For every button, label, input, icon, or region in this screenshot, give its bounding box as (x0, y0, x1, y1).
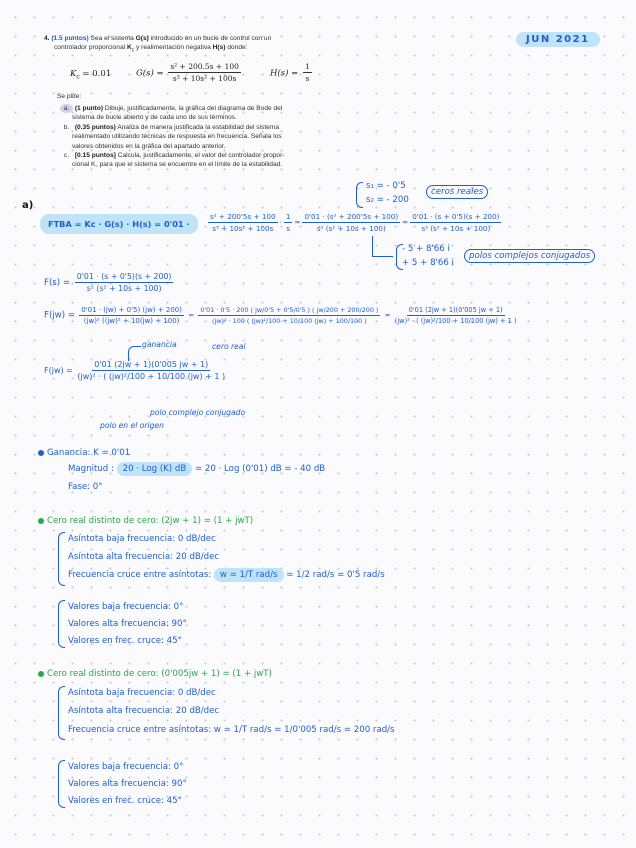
kc-value: = 0.01 (79, 69, 112, 79)
zero1-l3-highlight: w = 1/T rad/s (214, 568, 284, 582)
problem-line-2: controlador proporcional $K_c$ y realimentación negativa H(s) donde: (54, 44, 248, 54)
fjw-f2 (198, 306, 380, 325)
zero1-brace (58, 532, 65, 586)
roots-real-label: ceros reales (426, 185, 488, 199)
gs-fraction (168, 62, 241, 84)
zero2-value2: Valores alta frecuencia: 90° (68, 779, 187, 789)
hs-lhs: H(s) = (270, 68, 299, 79)
item-b-text3: valores obtenidos en la gráfica del apartado anterior. (72, 142, 226, 150)
gain-mag-highlight: 20 · Log (K) dB (117, 462, 193, 476)
exam-date-text: JUN 2021 (526, 34, 590, 45)
item-a-points: (1 punto) (74, 105, 104, 112)
zero1-value1: Valores baja frecuencia: 0° (68, 602, 184, 612)
exam-date-tag (516, 32, 600, 47)
item-b-text: Analiza de manera justificada la estabilidad del sistema (115, 123, 279, 131)
fjw-f3 (395, 306, 517, 325)
gs-denominator: s³ + 10s² + 100s (172, 74, 237, 84)
ftba-f3-num: 0'01 · (s² + 200'5s + 100) (304, 212, 399, 221)
item-c-text: Calcula, justificadamente, el valor del controlador propor- (115, 152, 285, 160)
problem-line-1 (44, 34, 334, 43)
problem-number: 4. (44, 35, 50, 42)
fjw4-equation (44, 360, 227, 381)
gs-lhs: G(s) = (136, 68, 164, 79)
fjw-eq-1: = (188, 311, 195, 320)
ftba-f3 (302, 212, 400, 233)
problem-intro-b: introducido en un bucle de control con un (148, 35, 272, 42)
fjw4-den: (jw)² · ( (jw)²/100 + 10/100 (jw) + 1 ) (77, 372, 226, 381)
ftba-fractions: $\frac{\text{s² + 200'5s + 100}}{\text{s³ + 10s² + 100s}}$ · $\frac{1}{s}$ = $\frac{\text{0'01 · (s² + 200'5s + 100)}}{\text{s² (s² + 10s + 100)}}$ = $\frac{0'01 \cdot (s + 0'5)(s + 200)}{\text{s² (s² + 10s + 100)}}$ (210, 212, 500, 233)
fjw-f1-den: (jw)² ((jw)² + 10(jw) + 100) (83, 317, 180, 325)
ftba-f2-den: s (286, 224, 290, 233)
fjw-f2-den: (jw)² · 100 ( (jw)²/100 + 10/100 (jw) + 100/100 ) (212, 317, 367, 325)
fjw-eq-2: = (384, 311, 391, 320)
zero2-line2: Asíntota alta frecuencia: 20 dB/dec (68, 706, 220, 716)
fs-lhs: F(s) = (44, 278, 71, 288)
ftba-f3-den: s² (s² + 10s + 100) (316, 224, 386, 233)
gain-bullet (38, 450, 44, 456)
ftba-label: FTBA = Kc · G(s) · H(s) = 0'01 · (40, 214, 198, 234)
fjw4-lhs: F(jw) = (44, 366, 73, 375)
item-a (60, 104, 340, 113)
fs-num: 0'01 · (s + 0'5)(s + 200) (76, 272, 172, 281)
hs-fraction (303, 62, 312, 84)
fs-equation (44, 272, 175, 293)
gain-magnitude (68, 464, 325, 474)
ftba-f2 (284, 212, 293, 233)
problem-intro2-a: controlador proporcional (54, 44, 127, 52)
fs-den: s² (s² + 10s + 100) (86, 284, 162, 293)
problem-intro2-c: donde: (225, 44, 248, 52)
problem-points: (1.5 puntos) (51, 35, 89, 42)
zero1-title-text: Cero real distinto de cero: (2jw + 1) = (1 + jwT) (47, 516, 254, 526)
problem-intro2-b: y realimentación negativa (134, 44, 213, 52)
zero1-bullet (38, 518, 44, 524)
fjw-lhs: F(jw) = (44, 310, 75, 321)
zero1-line1: Asíntota baja frecuencia: 0 dB/dec (68, 534, 216, 544)
item-c-text2: cional K꜀ para que el sistema se encuentre en el límite de la estabilidad. (72, 161, 283, 169)
hs-numerator: 1 (303, 62, 312, 73)
zero1-l3-a: Frecuencia cruce entre asíntotas: (68, 570, 212, 580)
zero1-value3: Valores en frec. cruce: 45° (68, 636, 182, 646)
problem-items (60, 104, 340, 170)
ann-polo-origen: polo en el origen (100, 421, 164, 430)
ftba-f4-num: 0'01 · (s + 0'5)(s + 200) (412, 212, 500, 221)
hs-equation (270, 62, 314, 84)
item-a-label: a. (60, 104, 73, 113)
zero1-line2: Asíntota alta frecuencia: 20 dB/dec (68, 552, 220, 562)
zero1-title (38, 516, 253, 526)
zero1-values-brace (58, 600, 65, 648)
fjw4-num: 0'01 (2jw + 1)(0'005 jw + 1) (94, 360, 209, 369)
gain-mag-rest: = 20 · Log (0'01) dB = - 40 dB (194, 464, 326, 474)
problem-h: H(s) (212, 44, 226, 52)
item-c-points: [0.15 puntos] (74, 152, 116, 160)
item-a-text: Dibuje, justificadamente, la gráfica del diagrama de Bode del (103, 105, 283, 112)
zero2-value3: Valores en frec. cruce: 45° (68, 796, 182, 806)
zero2-values-brace (58, 760, 65, 808)
ftba-f4 (410, 212, 501, 233)
ann-cero-real: cero real (212, 342, 246, 351)
root-real-1: s₁ = - 0'5 (366, 181, 406, 191)
ftba-f1 (208, 212, 278, 233)
zero2-title (38, 669, 272, 679)
zero2-bullet (38, 671, 44, 677)
roots-real-brace (356, 182, 363, 208)
ftba-f2-num: 1 (285, 212, 291, 221)
gain-phase: Fase: 0° (68, 482, 103, 492)
zero2-brace (58, 686, 65, 740)
ann-ganancia-arrow (128, 346, 141, 361)
zero2-title-text: Cero real distinto de cero: (0'005jw + 1) = (1 + jwT) (47, 669, 272, 679)
poles-label: polos complejos conjugados (464, 249, 595, 263)
zero2-line3: Frecuencia cruce entre asíntotas: w = 1/T rad/s = 1/0'005 rad/s = 200 rad/s (68, 725, 395, 735)
fjw-equation (44, 306, 519, 325)
fjw-f2-num: 0'01 · 0'5 · 200 ( jw/0'5 + 0'5/0'5 ) ( jw/200 + 200/200 ) (200, 306, 379, 314)
se-pide: Se pide: (57, 93, 82, 100)
fjw-f3-den: (jw)² · ( (jw)²/100 + 10/100 (jw) + 1 ) (394, 317, 517, 325)
part-a-label: a) (22, 200, 34, 211)
gain-title (38, 448, 130, 458)
pole-2: + 5 + 8'66 i (402, 258, 454, 268)
zero1-l3-b: = 1/2 rad/s = 0'5 rad/s (286, 570, 385, 580)
fjw-f1-num: 0'01 · (jw) + 0'5) (jw) + 200) (81, 306, 182, 314)
kc-equation: $K_c = 0.01$ (70, 69, 112, 81)
problem-intro-a: Sea el sistema (88, 35, 136, 42)
pole-1: - 5 + 8'66 i (402, 244, 450, 254)
problem-g: G(s) (135, 35, 149, 42)
zero2-line1: Asíntota baja frecuencia: 0 dB/dec (68, 688, 216, 698)
root-real-2: s₂ = - 200 (366, 195, 409, 205)
item-b-label: b. (63, 123, 70, 131)
item-a-text2: sistema de bucle abierto y de cada uno de sus términos. (72, 114, 237, 122)
ftba-f4-den: s² (s² + 10s + 100) (421, 224, 491, 233)
ann-ganancia: ganancia (142, 340, 177, 349)
ftba-f1-den: s³ + 10s² + 100s (212, 224, 274, 233)
zero1-value2: Valores alta frecuencia: 90° (68, 619, 187, 629)
item-b-points: (0.35 puntos) (74, 123, 116, 131)
gs-numerator: s² + 200.5s + 100 (168, 62, 241, 73)
kc-symbol: K (70, 69, 77, 79)
item-c (60, 151, 340, 160)
gain-title-text: Ganancia: K = 0'01 (47, 448, 131, 458)
poles-arrow (372, 236, 393, 257)
fjw-f1 (79, 306, 184, 325)
zero2-value1: Valores baja frecuencia: 0° (68, 762, 184, 772)
gs-equation (136, 62, 243, 84)
fjw4-fraction (77, 360, 225, 381)
fjw-f3-num: 0'01 (2jw + 1)(0'005 jw + 1) (408, 306, 503, 314)
problem-kc: K (126, 44, 132, 52)
problem-statement (44, 34, 334, 56)
item-b-text2: realimentado utilizando técnicas de respuesta en frecuencia. Señala los (72, 133, 282, 141)
item-c-label: c. (63, 152, 70, 160)
zero1-line3 (68, 570, 385, 580)
ann-polo-complejo: polo complejo conjugado (150, 408, 246, 417)
item-b (60, 123, 340, 132)
hs-denominator: s (305, 74, 310, 84)
fs-fraction (75, 272, 174, 293)
gain-mag-label: Magnitud : (68, 464, 114, 474)
ftba-f1-num: s² + 200'5s + 100 (210, 212, 276, 221)
